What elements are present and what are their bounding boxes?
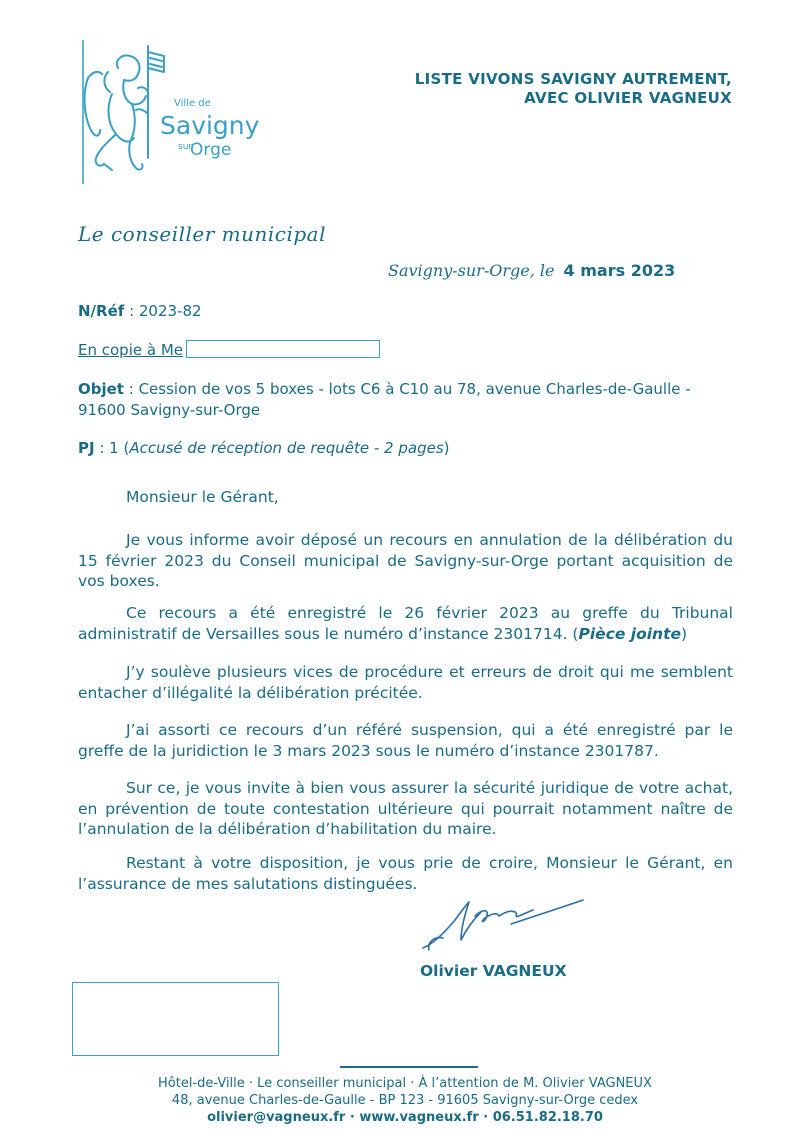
footer-contact-line: olivier@vagneux.fr · www.vagneux.fr · 06.51.82.18.70	[207, 1110, 603, 1125]
signer-name: Olivier VAGNEUX	[420, 962, 567, 980]
paragraph-3: J’y soulève plusieurs vices de procédure et erreurs de droit qui me semblent entacher d’illégalité la délibération précitée.	[78, 663, 733, 702]
paragraph-1: Je vous informe avoir déposé un recours en annulation de la délibération du 15 février 2023 du Conseil municipal de Savigny-sur-Orge portant acquisition de vos boxes.	[78, 531, 733, 590]
copy-label: En copie à Me	[78, 341, 183, 359]
paragraph-5: Sur ce, je vous invite à bien vous assurer la sécurité juridique de votre achat, en prévention de toute contestation ultérieure qui pourrait notamment naître de l’annulation de la délibération d’habilitation du maire.	[78, 779, 733, 838]
attachment-line	[78, 438, 738, 459]
object-line	[78, 379, 738, 421]
paragraph-2-text: Ce recours a été enregistré le 26 février 2023 au greffe du Tribunal administratif de Versailles sous le numéro d’instance 2301714. (	[78, 604, 733, 643]
redacted-name-box	[186, 340, 380, 358]
footer-address-line1: Hôtel-de-Ville · Le conseiller municipal · À l’attention de M. Olivier VAGNEUX	[158, 1076, 652, 1091]
copy-line	[78, 340, 738, 361]
paragraph-2	[78, 603, 733, 644]
logo-text-ville-de: Ville de	[174, 98, 211, 109]
reference-label: N/Réf	[78, 302, 125, 320]
role-title: Le conseiller municipal	[78, 222, 326, 246]
paragraph-6: Restant à votre disposition, je vous prie de croire, Monsieur le Gérant, en l’assurance de mes salutations distinguées.	[78, 854, 733, 893]
attachment-description: Accusé de réception de requête - 2 pages	[129, 439, 444, 457]
letter-date: 4 mars 2023	[563, 261, 676, 280]
lion-emblem-icon	[85, 46, 164, 170]
footer-address-line2: 48, avenue Charles-de-Gaulle - BP 123 - 91605 Savigny-sur-Orge cedex	[171, 1093, 639, 1108]
reference-value: : 2023-82	[124, 302, 202, 320]
salutation: Monsieur le Gérant,	[126, 488, 279, 506]
logo-text-savigny: Savigny	[160, 111, 260, 140]
date-place: Savigny-sur-Orge, le	[388, 261, 555, 280]
object-label: Objet	[78, 380, 124, 398]
date-line	[388, 261, 675, 280]
list-name-line2: AVEC OLIVIER VAGNEUX	[524, 89, 732, 107]
attachment-suffix: )	[443, 439, 450, 457]
paragraph-4: J’ai assorti ce recours d’un référé suspension, qui a été enregistré par le greffe de la juridiction le 3 mars 2023 sous le numéro d’instance 2301787.	[78, 721, 733, 760]
paragraph-2-end: )	[681, 624, 688, 643]
footer-divider	[340, 1066, 478, 1068]
attachment-prefix: : 1 (	[94, 439, 130, 457]
list-name-line1: LISTE VIVONS SAVIGNY AUTREMENT,	[414, 70, 732, 88]
logo-text-orge: Orge	[190, 140, 232, 160]
address-window-box	[72, 982, 279, 1056]
logo-text-sur: sur	[178, 142, 193, 152]
paragraph-2-attachment-ref: Pièce jointe	[578, 624, 681, 643]
handwritten-signature	[415, 888, 590, 956]
attachment-label: PJ	[78, 439, 95, 457]
reference-line	[78, 301, 738, 322]
savigny-city-logo	[78, 38, 260, 188]
object-value: : Cession de vos 5 boxes - lots C6 à C10 au 78, avenue Charles-de-Gaulle - 91600 Savigny-sur-Orge	[78, 380, 691, 419]
